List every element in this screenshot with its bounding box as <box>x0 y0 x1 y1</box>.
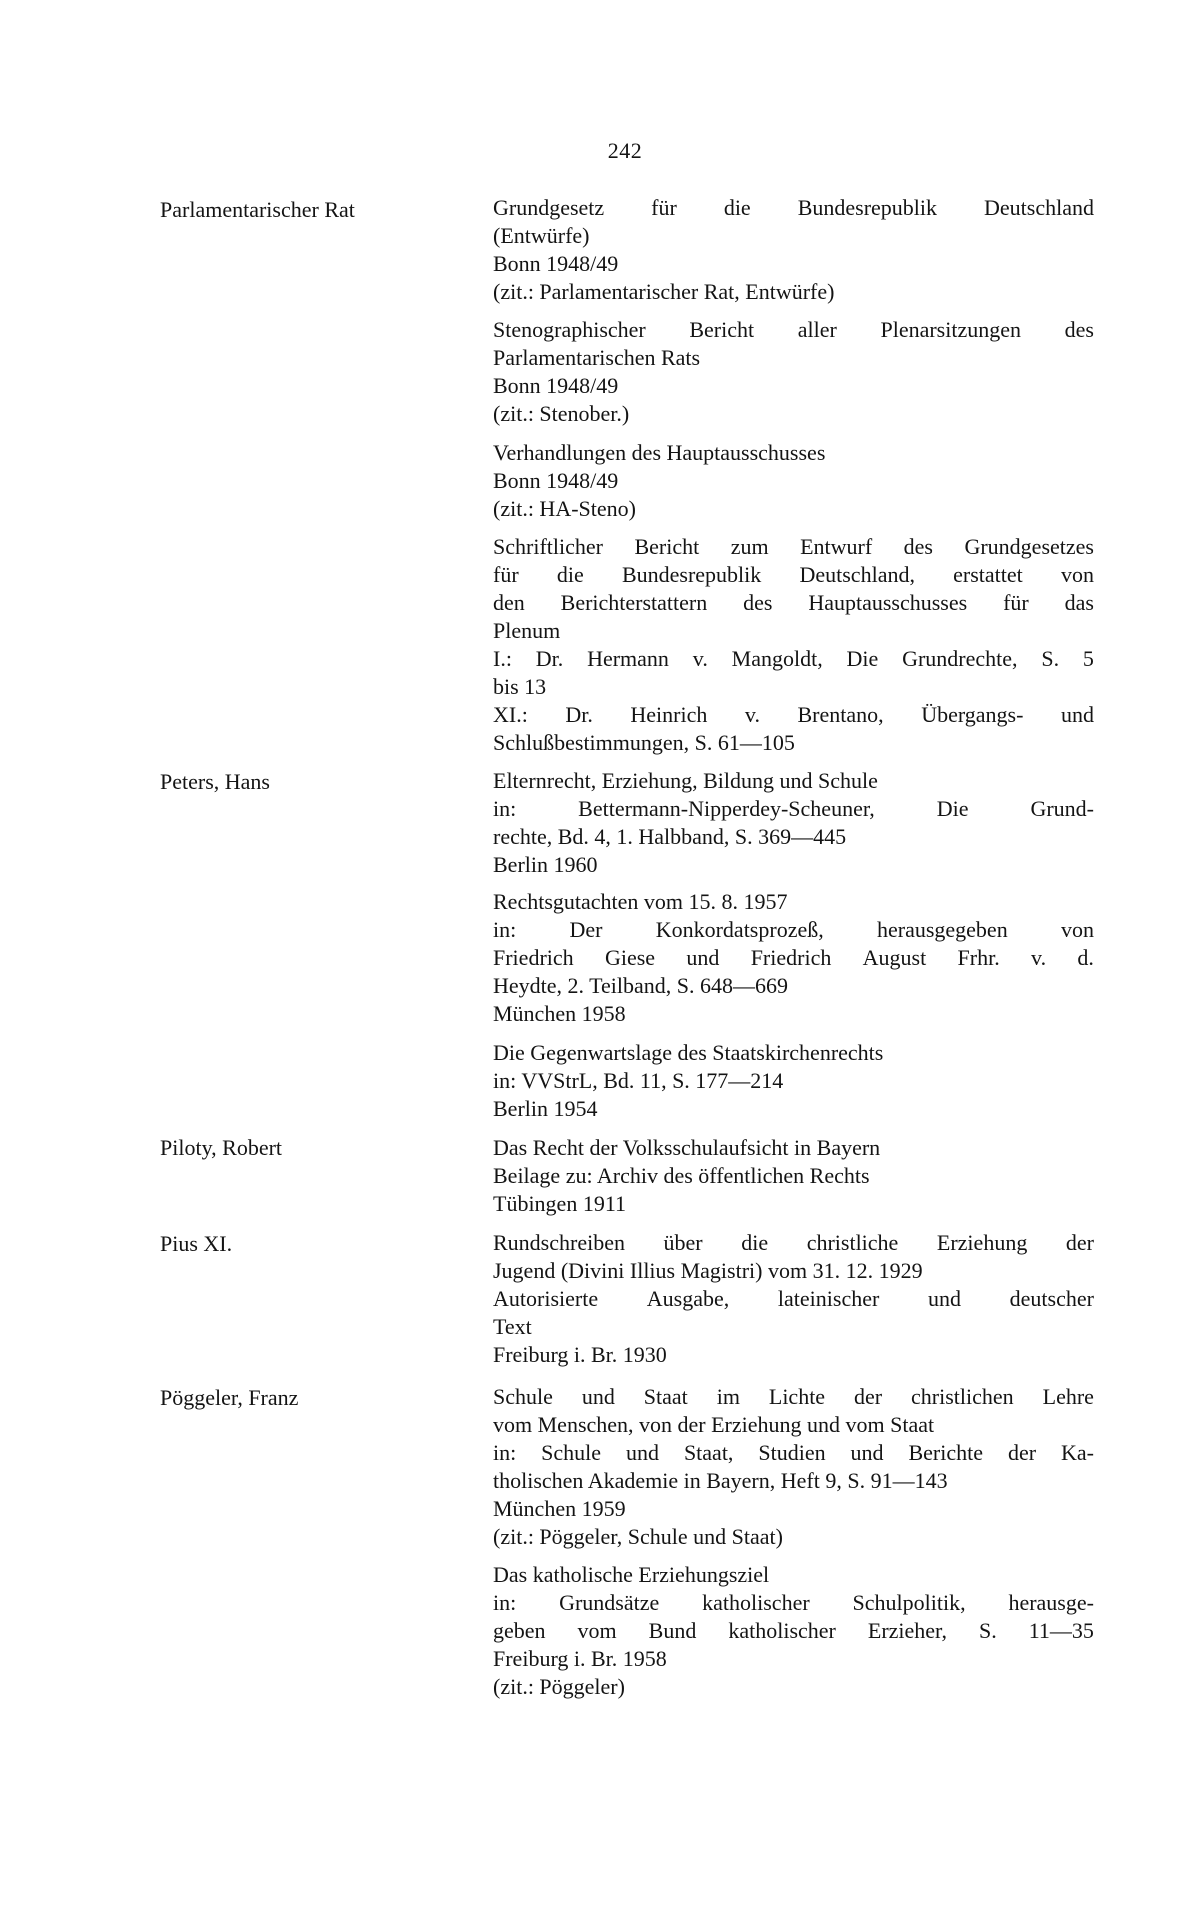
bibliography-entry <box>493 194 1094 306</box>
entry-line: Stenographischer Bericht aller Plenarsitzungen des <box>493 317 1094 342</box>
author-peters-hans: Peters, Hans <box>160 769 270 794</box>
bibliography-entry <box>493 888 1094 1028</box>
entry-line: Freiburg i. Br. 1930 <box>493 1342 667 1367</box>
entry-line: rechte, Bd. 4, 1. Halbband, S. 369—445 <box>493 824 847 849</box>
entry-line: Die Gegenwartslage des Staatskirchenrechts <box>493 1040 884 1065</box>
entry-line: Schule und Staat im Lichte der christlichen Lehre <box>493 1384 1094 1409</box>
entry-line: Bonn 1948/49 <box>493 251 619 276</box>
entry-line: München 1958 <box>493 1001 626 1026</box>
entry-line: Beilage zu: Archiv des öffentlichen Rechts <box>493 1163 870 1188</box>
entry-line: in: Schule und Staat, Studien und Berichte der Ka- <box>493 1440 1094 1465</box>
entry-line: Das Recht der Volksschulaufsicht in Bayern <box>493 1135 881 1160</box>
entry-line: Rundschreiben über die christliche Erziehung der <box>493 1230 1094 1255</box>
entry-line: Schriftlicher Bericht zum Entwurf des Grundgesetzes <box>493 534 1094 559</box>
entry-line: (zit.: Stenober.) <box>493 401 630 426</box>
entry-line: Friedrich Giese und Friedrich August Frhr. v. d. <box>493 945 1094 970</box>
bibliography-entry <box>493 439 1094 523</box>
entry-line: Parlamentarischen Rats <box>493 345 701 370</box>
entry-line: für die Bundesrepublik Deutschland, erstattet von <box>493 562 1094 587</box>
entry-line: Tübingen 1911 <box>493 1191 626 1216</box>
entry-line: in: Der Konkordatsprozeß, herausgegeben von <box>493 917 1094 942</box>
entry-line: Bonn 1948/49 <box>493 468 619 493</box>
entry-line: in: Grundsätze katholischer Schulpolitik, herausge- <box>493 1590 1094 1615</box>
entry-line: Bonn 1948/49 <box>493 373 619 398</box>
bibliography-entry <box>493 316 1094 428</box>
bibliography-entry <box>493 1229 1094 1369</box>
entry-line: Freiburg i. Br. 1958 <box>493 1646 667 1671</box>
entry-line: geben vom Bund katholischer Erzieher, S. 11—35 <box>493 1618 1094 1643</box>
entry-line: tholischen Akademie in Bayern, Heft 9, S. 91—143 <box>493 1468 948 1493</box>
entry-line: in: Bettermann-Nipperdey-Scheuner, Die Grund- <box>493 796 1094 821</box>
author-piloty-robert: Piloty, Robert <box>160 1135 283 1160</box>
bibliography-entry <box>493 1561 1094 1701</box>
entry-line: Rechtsgutachten vom 15. 8. 1957 <box>493 889 788 914</box>
entry-line: (Entwürfe) <box>493 223 590 248</box>
entry-line: Grundgesetz für die Bundesrepublik Deutschland <box>493 195 1094 220</box>
bibliography-entry <box>493 533 1094 757</box>
entry-line: Berlin 1954 <box>493 1096 598 1121</box>
author-parlamentarischer-rat: Parlamentarischer Rat <box>160 197 355 222</box>
entry-line: Plenum <box>493 618 561 643</box>
author-pius-xi: Pius XI. <box>160 1231 233 1256</box>
bibliography-entry <box>493 1134 1094 1218</box>
entry-line: vom Menschen, von der Erziehung und vom Staat <box>493 1412 935 1437</box>
entry-line: in: VVStrL, Bd. 11, S. 177—214 <box>493 1068 784 1093</box>
entry-line: bis 13 <box>493 674 547 699</box>
entry-line: Das katholische Erziehungsziel <box>493 1562 770 1587</box>
entry-line: XI.: Dr. Heinrich v. Brentano, Übergangs- und <box>493 702 1094 727</box>
entry-line: (zit.: HA-Steno) <box>493 496 636 521</box>
entry-line: den Berichterstattern des Hauptausschusses für das <box>493 590 1094 615</box>
bibliography-entry <box>493 1039 1094 1123</box>
bibliography-entry <box>493 1383 1094 1551</box>
entry-line: (zit.: Parlamentarischer Rat, Entwürfe) <box>493 279 835 304</box>
entry-line: (zit.: Pöggeler, Schule und Staat) <box>493 1524 783 1549</box>
entry-line: I.: Dr. Hermann v. Mangoldt, Die Grundrechte, S. 5 <box>493 646 1094 671</box>
entry-line: München 1959 <box>493 1496 626 1521</box>
entry-line: Text <box>493 1314 532 1339</box>
entry-line: Heydte, 2. Teilband, S. 648—669 <box>493 973 789 998</box>
page-number: 242 <box>607 138 643 163</box>
entry-line: Autorisierte Ausgabe, lateinischer und deutscher <box>493 1286 1094 1311</box>
bibliography-entry <box>493 767 1094 879</box>
entry-line: Verhandlungen des Hauptausschusses <box>493 440 826 465</box>
entry-line: (zit.: Pöggeler) <box>493 1674 625 1699</box>
entry-line: Elternrecht, Erziehung, Bildung und Schule <box>493 768 878 793</box>
author-poeggeler-franz: Pöggeler, Franz <box>160 1385 299 1410</box>
entry-line: Jugend (Divini Illius Magistri) vom 31. 12. 1929 <box>493 1258 923 1283</box>
entry-line: Berlin 1960 <box>493 852 598 877</box>
entry-line: Schlußbestimmungen, S. 61—105 <box>493 730 795 755</box>
